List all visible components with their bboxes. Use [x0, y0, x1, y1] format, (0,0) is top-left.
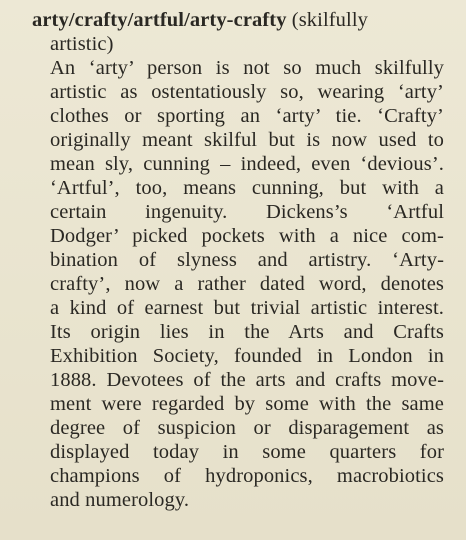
- body-line: An ‘arty’ person is not so much skilfully: [50, 57, 444, 79]
- body-line: mean sly, cunning – indeed, even ‘devious’.: [50, 153, 444, 175]
- entry-headword: arty/crafty/artful/arty-crafty: [32, 9, 287, 31]
- body-line: originally meant skilful but is now used to: [50, 129, 444, 151]
- body-line: crafty’, now a rather dated word, denotes: [50, 273, 444, 295]
- body-line-last: and numerology.: [50, 489, 190, 511]
- body-line: ‘Artful’, too, means cunning, but with a: [50, 177, 444, 199]
- body-line: degree of suspicion or disparagement as: [50, 417, 444, 439]
- entry-body: [32, 56, 444, 512]
- body-line: ment were regarded by some with the same: [50, 393, 444, 415]
- body-line: Dodger’ picked pockets with a nice com-: [50, 225, 444, 247]
- body-line: a kind of earnest but trivial artistic interest.: [50, 297, 444, 319]
- body-line: clothes or sporting an ‘arty’ tie. ‘Crafty’: [50, 105, 444, 127]
- body-line: Its origin lies in the Arts and Crafts: [50, 321, 444, 343]
- body-line: certain ingenuity. Dickens’s ‘Artful: [50, 201, 444, 223]
- body-line: artistic as ostentatiously so, wearing ‘arty’: [50, 81, 444, 103]
- entry-gloss-end: artistic): [50, 33, 114, 55]
- body-line: 1888. Devotees of the arts and crafts move-: [50, 369, 444, 391]
- dictionary-entry: [32, 8, 444, 512]
- body-line: Exhibition Society, founded in London in: [50, 345, 444, 367]
- entry-heading-line: [32, 8, 444, 32]
- body-line: champions of hydroponics, macrobiotics: [50, 465, 444, 487]
- entry-gloss-start: (skilfully: [286, 9, 368, 31]
- body-line: bination of slyness and artistry. ‘Arty-: [50, 249, 444, 271]
- body-line: displayed today in some quarters for: [50, 441, 444, 463]
